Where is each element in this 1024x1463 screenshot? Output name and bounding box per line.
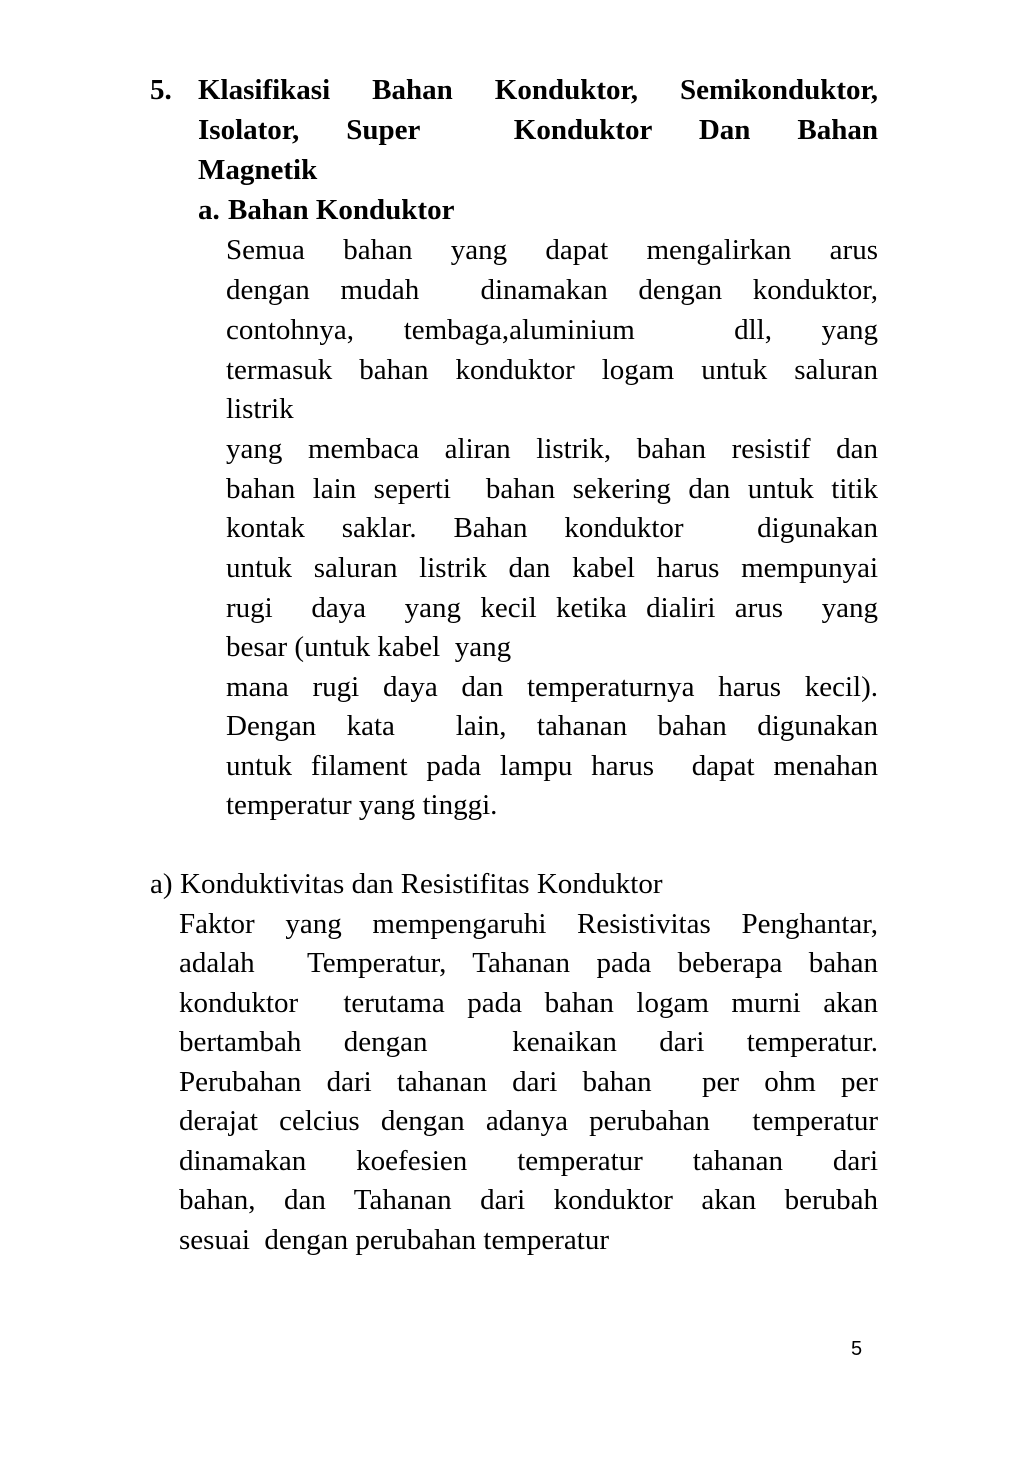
section-a-line: rugi daya yang kecil ketika dialiri arus yang bbox=[226, 592, 878, 624]
section-a-line: termasuk bahan konduktor logam untuk saluran bbox=[226, 354, 878, 386]
subheading-title: Bahan Konduktor bbox=[228, 194, 455, 226]
heading-number: 5. bbox=[150, 74, 172, 106]
section-a-line: mana rugi daya dan temperaturnya harus kecil). bbox=[226, 671, 878, 703]
subsection-marker: a) bbox=[150, 868, 173, 900]
section-a-line: besar (untuk kabel yang bbox=[226, 631, 512, 663]
subsection-title: Konduktivitas dan Resistifitas Konduktor bbox=[180, 868, 663, 900]
section-a-line: untuk saluran listrik dan kabel harus mempunyai bbox=[226, 552, 878, 584]
section-a-line: contohnya, tembaga,aluminium dll, yang bbox=[226, 314, 878, 346]
page-number: 5 bbox=[851, 1338, 863, 1360]
subsection-line: Faktor yang mempengaruhi Resistivitas Penghantar, bbox=[179, 908, 878, 940]
heading-line-1: Klasifikasi Bahan Konduktor, Semikonduktor, bbox=[198, 74, 878, 106]
section-a-line: bahan lain seperti bahan sekering dan untuk titik bbox=[226, 473, 878, 505]
section-a-line: untuk filament pada lampu harus dapat menahan bbox=[226, 750, 878, 782]
subsection-line: bertambah dengan kenaikan dari temperatur. bbox=[179, 1026, 878, 1058]
heading-line-2: Isolator, Super Konduktor Dan Bahan bbox=[198, 114, 878, 146]
subsection-line: konduktor terutama pada bahan logam murni akan bbox=[179, 987, 878, 1019]
section-a-line: listrik bbox=[226, 393, 294, 425]
subheading-marker: a. bbox=[198, 194, 220, 226]
section-a-line: kontak saklar. Bahan konduktor digunakan bbox=[226, 512, 878, 544]
section-a-line: yang membaca aliran listrik, bahan resistif dan bbox=[226, 433, 878, 465]
section-a-line: Semua bahan yang dapat mengalirkan arus bbox=[226, 234, 878, 266]
subsection-line: dinamakan koefesien temperatur tahanan dari bbox=[179, 1145, 878, 1177]
subsection-line: Perubahan dari tahanan dari bahan per ohm per bbox=[179, 1066, 878, 1098]
subsection-line: sesuai dengan perubahan temperatur bbox=[179, 1224, 609, 1256]
section-a-line: temperatur yang tinggi. bbox=[226, 789, 498, 821]
heading-line-3: Magnetik bbox=[198, 154, 318, 186]
section-a-line: dengan mudah dinamakan dengan konduktor, bbox=[226, 274, 878, 306]
subsection-line: adalah Temperatur, Tahanan pada beberapa bahan bbox=[179, 947, 878, 979]
subsection-line: bahan, dan Tahanan dari konduktor akan berubah bbox=[179, 1184, 878, 1216]
subsection-line: derajat celcius dengan adanya perubahan temperatur bbox=[179, 1105, 878, 1137]
section-a-line: Dengan kata lain, tahanan bahan digunakan bbox=[226, 710, 878, 742]
